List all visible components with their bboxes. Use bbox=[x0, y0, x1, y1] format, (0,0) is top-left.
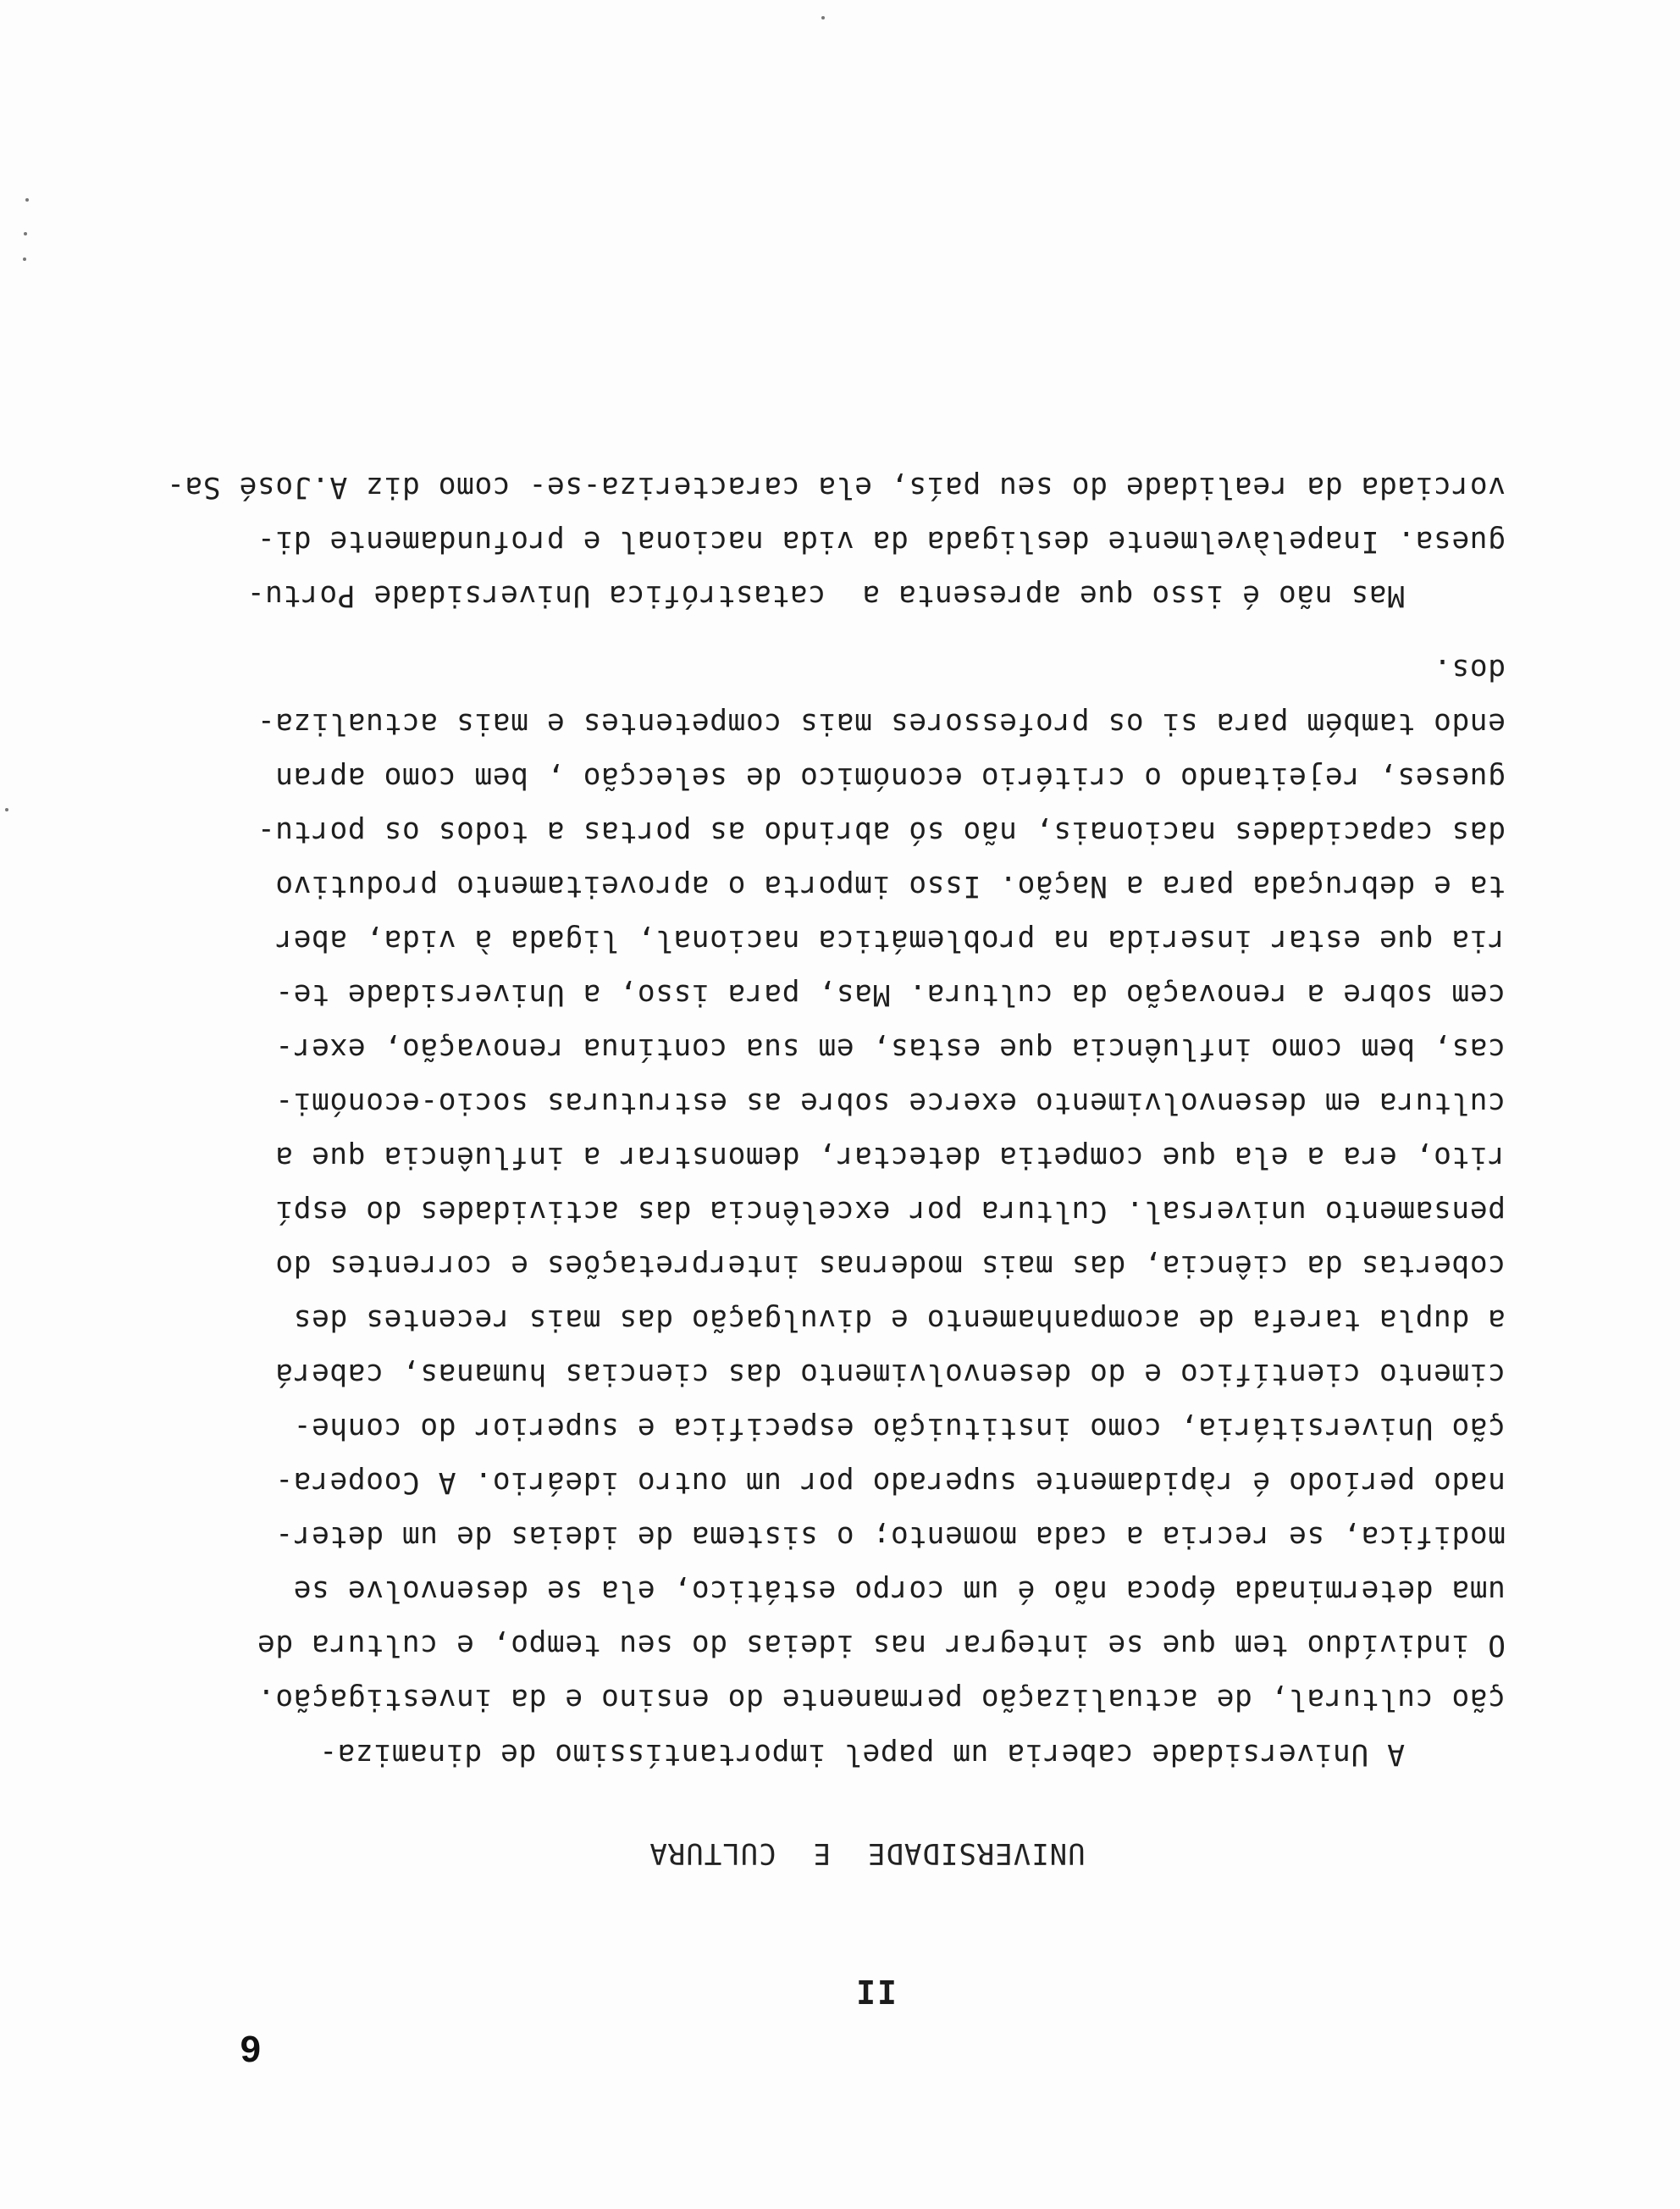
scan-speck bbox=[821, 16, 825, 19]
text-line: O indivíduo tem que se integrar nas ideias do seu tempo, e cultura de bbox=[257, 1628, 1506, 1662]
scan-speck bbox=[5, 808, 8, 811]
chapter-title: UNIVERSIDADE E CULTURA bbox=[649, 1836, 1086, 1870]
text-line: nado período é ràpidamente superado por um outro ideário. A Coopera- bbox=[274, 1465, 1506, 1499]
text-line: pensamento universal. Cultura por excelência das actividades do espí bbox=[274, 1194, 1506, 1228]
text-line: cas, bem como influência que estas, em sua contínua renovação, exer- bbox=[274, 1032, 1506, 1066]
text-line: gueses, rejeitando o critério económico de selecção , bem como apran bbox=[274, 761, 1506, 794]
scan-speck bbox=[23, 257, 26, 261]
text-line: ção cultural, de actualização permanente do ensino e da investigação. bbox=[257, 1682, 1506, 1716]
text-line: endo também para si os professores mais competentes e mais actualiza- bbox=[257, 706, 1506, 740]
text-line: das capacidades nacionais, não só abrindo as portas a todos os portu- bbox=[257, 815, 1506, 849]
chapter-number: II bbox=[854, 1973, 897, 2010]
text-line: a dupla tarefa de acompanhamento e divulgação das mais recentes des bbox=[293, 1303, 1506, 1337]
text-line: cultura em desenvolvimento exerce sobre as estruturas socio-económi- bbox=[274, 1086, 1506, 1120]
scan-speck bbox=[25, 198, 29, 202]
text-line: cem sobre a renovação da cultura. Mas, para isso, a Universidade te- bbox=[274, 977, 1506, 1011]
text-line: ção Universitária, como instituição especifica e superior do conhe- bbox=[293, 1411, 1506, 1445]
text-line: ta e debruçada para a Nação. Isso importa o aproveitamento produtivo bbox=[274, 869, 1506, 903]
text-line: Mas não é isso que apresenta a catastrófica Universidade Portu- bbox=[246, 579, 1405, 612]
text-line: uma determinada época não é um corpo estático, ela se desenvolve se bbox=[293, 1574, 1506, 1608]
text-line: ria que estar inserida na problemática nacional, ligada à vida, aber bbox=[274, 923, 1506, 957]
text-line: cimento científico e do desenvolvimento das ciencias humanas, caberá bbox=[274, 1357, 1506, 1391]
text-line: guesa. Inapelàvelmente desligada da vida nacional e profundamente di- bbox=[257, 524, 1506, 558]
text-line: cobertas da ciência, das mais modernas interpretações e correntes do bbox=[274, 1248, 1506, 1282]
page-number: 6 bbox=[240, 2028, 261, 2069]
scan-speck bbox=[24, 232, 27, 235]
text-line: dos. bbox=[1433, 652, 1506, 686]
text-line: rito, era a ela que competia detectar, demonstrar a influência que a bbox=[274, 1140, 1506, 1174]
text-line: vorciada da realidade do seu país, ela caracteriza-se- como diz A.José Sa- bbox=[166, 470, 1506, 504]
text-line: modifica, se recria a cada momento; o sistema de ideias de um deter- bbox=[274, 1520, 1506, 1553]
text-line: A Universidade caberia um papel importantíssimo de dinamiza- bbox=[318, 1737, 1405, 1771]
